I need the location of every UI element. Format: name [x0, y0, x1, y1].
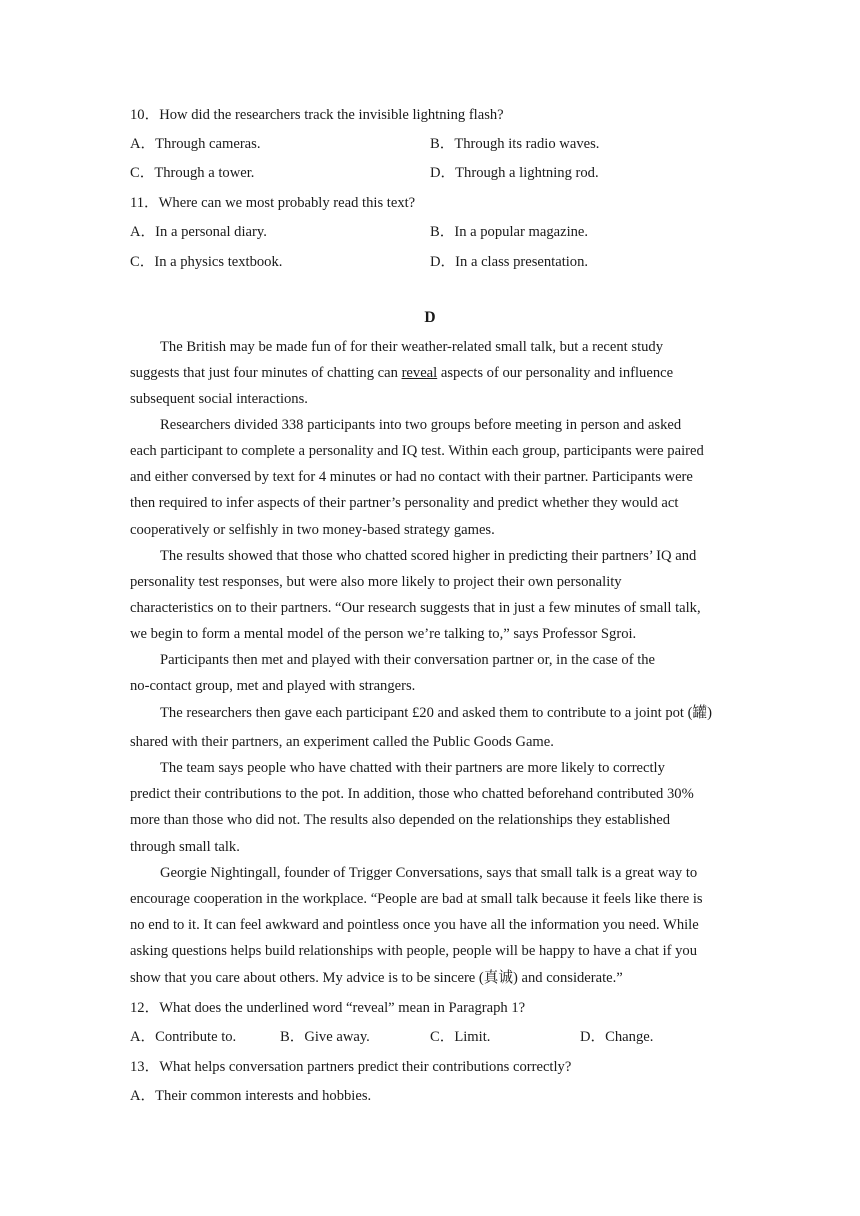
q12-option-d: D．Change. — [580, 1029, 654, 1045]
passage-line: and either conversed by text for 4 minutes or had no contact with their partner. Participants were — [130, 469, 693, 485]
passage-line: characteristics on to their partners. “Our research suggests that in just a few minutes of small talk, — [130, 600, 701, 616]
passage-line: predict their contributions to the pot. In addition, those who chatted beforehand contributed 30% — [130, 786, 694, 802]
q12-option-a: A．Contribute to. — [130, 1029, 237, 1045]
q11-option-b: B．In a popular magazine. — [430, 224, 589, 240]
passage-line: more than those who did not. The results also depended on the relationships they established — [130, 812, 670, 828]
passage-line: The British may be made fun of for their weather-related small talk, but a recent study — [160, 339, 664, 355]
passage-line: encourage cooperation in the workplace. “People are bad at small talk because it feels like there is — [130, 891, 703, 907]
q11-option-d: D．In a class presentation. — [430, 254, 589, 270]
passage-line: personality test responses, but were also more likely to project their own personality — [130, 574, 622, 590]
q13-option-a: A．Their common interests and hobbies. — [130, 1088, 372, 1104]
passage-text: suggests that just four minutes of chatting can — [130, 365, 402, 381]
q12-option-c: C．Limit. — [430, 1029, 491, 1045]
q12-stem: 12．What does the underlined word “reveal” mean in Paragraph 1? — [130, 1000, 526, 1016]
passage-line: Participants then met and played with their conversation partner or, in the case of the — [160, 652, 656, 668]
passage-line: asking questions helps build relationships with people, people will be happy to have a chat if you — [130, 943, 698, 959]
passage-line: The team says people who have chatted with their partners are more likely to correctly — [160, 760, 665, 776]
q10-option-d: D．Through a lightning rod. — [430, 165, 599, 181]
passage-line: The results showed that those who chatted scored higher in predicting their partners’ IQ and — [160, 548, 697, 564]
passage-line: shared with their partners, an experiment called the Public Goods Game. — [130, 734, 554, 750]
passage-line: show that you care about others. My advice is to be sincere (真诚) and considerate.” — [130, 970, 623, 986]
passage-line: Researchers divided 338 participants into two groups before meeting in person and asked — [160, 417, 682, 433]
passage-line: each participant to complete a personality and IQ test. Within each group, participants were paired — [130, 443, 704, 459]
q10-option-c: C．Through a tower. — [130, 165, 255, 181]
passage-text: aspects of our personality and influence — [437, 365, 674, 381]
section-heading: D — [424, 309, 436, 326]
passage-line: then required to infer aspects of their partner’s personality and predict whether they would act — [130, 495, 679, 511]
q11-option-c: C．In a physics textbook. — [130, 254, 283, 270]
passage-line — [130, 364, 673, 382]
q10-option-b: B．Through its radio waves. — [430, 136, 600, 152]
q10-option-a: A．Through cameras. — [130, 136, 261, 152]
q12-option-b: B．Give away. — [280, 1029, 370, 1045]
underlined-word: reveal — [401, 365, 438, 381]
passage-line: through small talk. — [130, 839, 240, 855]
passage-line: The researchers then gave each participant £20 and asked them to contribute to a joint pot (罐) — [160, 705, 712, 721]
passage-line: Georgie Nightingall, founder of Trigger Conversations, says that small talk is a great way to — [160, 865, 698, 881]
passage-line: no-contact group, met and played with strangers. — [130, 678, 416, 694]
passage-line: no end to it. It can feel awkward and pointless once you have all the information you need. While — [130, 917, 699, 933]
q13-stem: 13．What helps conversation partners predict their contributions correctly? — [130, 1059, 572, 1075]
q11-option-a: A．In a personal diary. — [130, 224, 267, 240]
passage-line: cooperatively or selfishly in two money-based strategy games. — [130, 522, 495, 538]
q11-stem: 11．Where can we most probably read this text? — [130, 195, 416, 211]
q10-stem: 10．How did the researchers track the invisible lightning flash? — [130, 107, 504, 123]
passage-line: we begin to form a mental model of the person we’re talking to,” says Professor Sgroi. — [130, 626, 637, 642]
passage-line: subsequent social interactions. — [130, 391, 308, 407]
